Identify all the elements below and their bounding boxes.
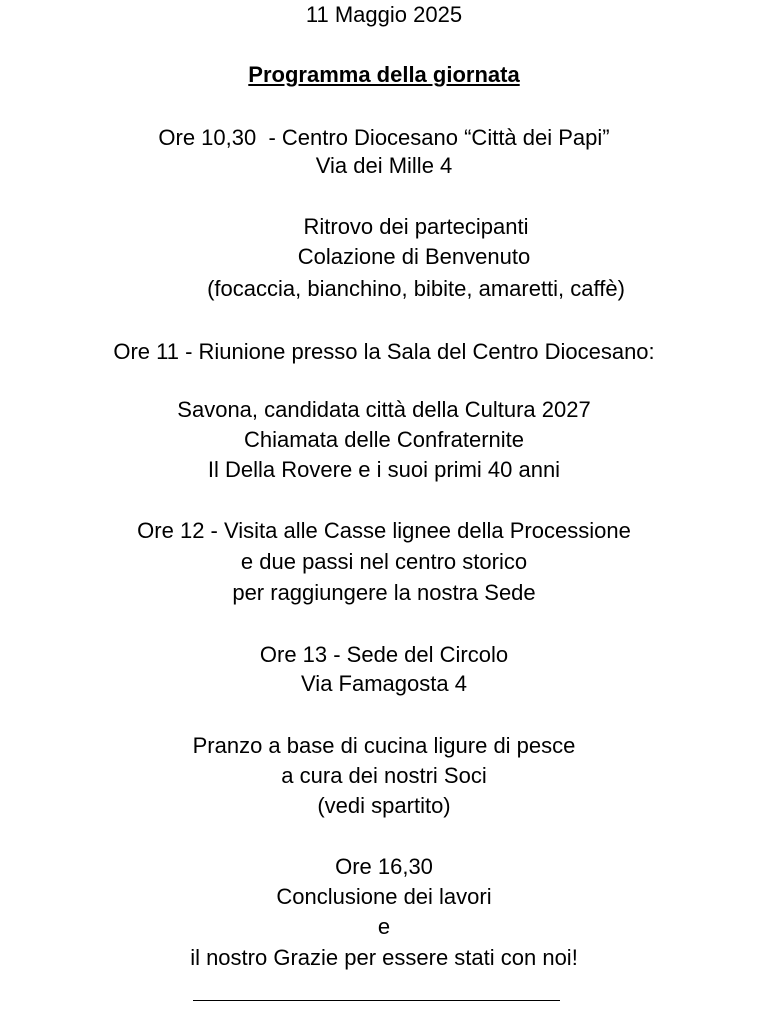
closing-line: e: [377, 914, 391, 939]
date: 11 Maggio 2025: [305, 2, 463, 27]
meeting-line: Ritrovo dei partecipanti: [303, 214, 529, 239]
time-12-line: per raggiungere la nostra Sede: [232, 580, 536, 605]
time-12-line: Ore 12 - Visita alle Casse lignee della Processione: [137, 518, 631, 543]
breakfast-detail: (focaccia, bianchino, bibite, amaretti, caffè): [207, 276, 625, 301]
closing-line: il nostro Grazie per essere stati con noi!: [190, 945, 578, 970]
venue-address-1: Via dei Mille 4: [315, 153, 453, 178]
lunch-line: Pranzo a base di cucina ligure di pesce: [192, 733, 576, 758]
venue-address-2: Via Famagosta 4: [301, 671, 467, 696]
closing-line: Conclusione dei lavori: [276, 884, 492, 909]
time-13-title: Ore 13 - Sede del Circolo: [259, 642, 509, 667]
time-11-title: Ore 11 - Riunione presso la Sala del Centro Diocesano:: [113, 339, 655, 364]
bottom-divider: [193, 1000, 560, 1001]
time-1630: Ore 16,30: [335, 854, 433, 879]
time-1030-venue: Ore 10,30 - Centro Diocesano “Città dei Papi”: [158, 125, 610, 150]
page-heading: Programma della giornata: [248, 62, 520, 87]
topic-line: Chiamata delle Confraternite: [243, 427, 525, 452]
lunch-line: (vedi spartito): [317, 793, 451, 818]
breakfast-line: Colazione di Benvenuto: [297, 244, 531, 269]
time-12-line: e due passi nel centro storico: [240, 549, 528, 574]
lunch-line: a cura dei nostri Soci: [281, 763, 487, 788]
topic-line: Savona, candidata città della Cultura 2027: [177, 397, 591, 422]
topic-line: Il Della Rovere e i suoi primi 40 anni: [207, 457, 561, 482]
